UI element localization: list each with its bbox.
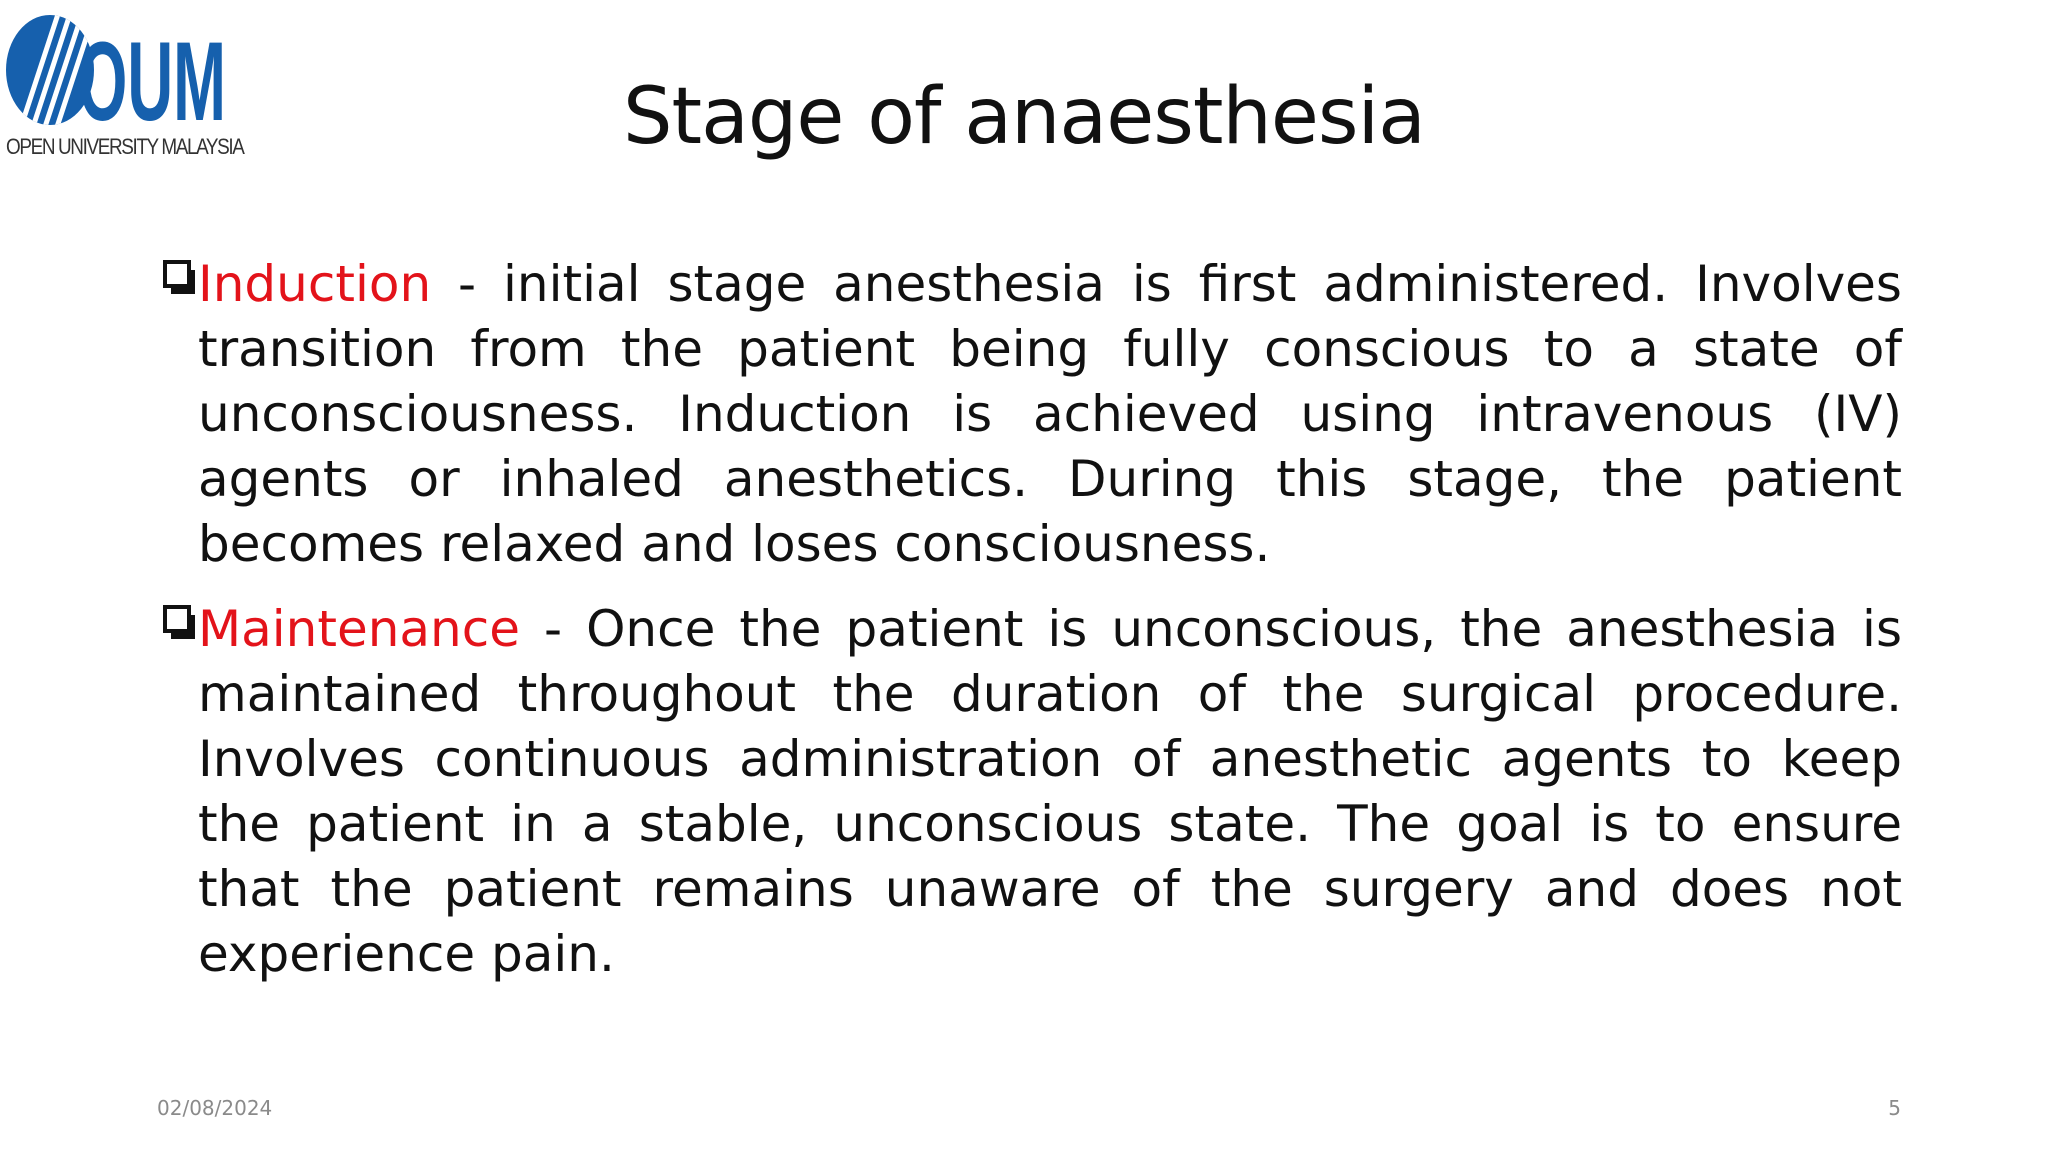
bullet-list [160,252,1902,1007]
square-bullet-icon [162,258,198,298]
square-bullet-icon [162,603,198,643]
description-induction: - initial stage anesthesia is first administered. Involves transition from the patient being fully conscious to a state of unconsciousness. Induction is achieved using intravenous (IV) agents or inhaled anesthetics. During this stage, the patient becomes relaxed and loses consciousness. [198,255,1902,573]
term-maintenance: Maintenance [198,600,520,658]
page-number: 5 [1888,1096,1901,1120]
list-item-maintenance [160,597,1902,987]
logo-mark-text: OUM [78,19,226,144]
term-induction: Induction [198,255,432,313]
footer-date: 02/08/2024 [157,1096,273,1120]
description-maintenance: - Once the patient is unconscious, the anesthesia is maintained throughout the duration of the surgical procedure. Involves continuous administration of anesthetic agents to keep the patient in a stable, unconscious state. The goal is to ensure that the patient remains unaware of the surgery and does not experience pain. [198,600,1902,983]
list-item-induction [160,252,1902,577]
logo-subtitle: OPEN UNIVERSITY MALAYSIA [6,134,244,159]
slide-title: Stage of anaesthesia [623,72,1425,162]
